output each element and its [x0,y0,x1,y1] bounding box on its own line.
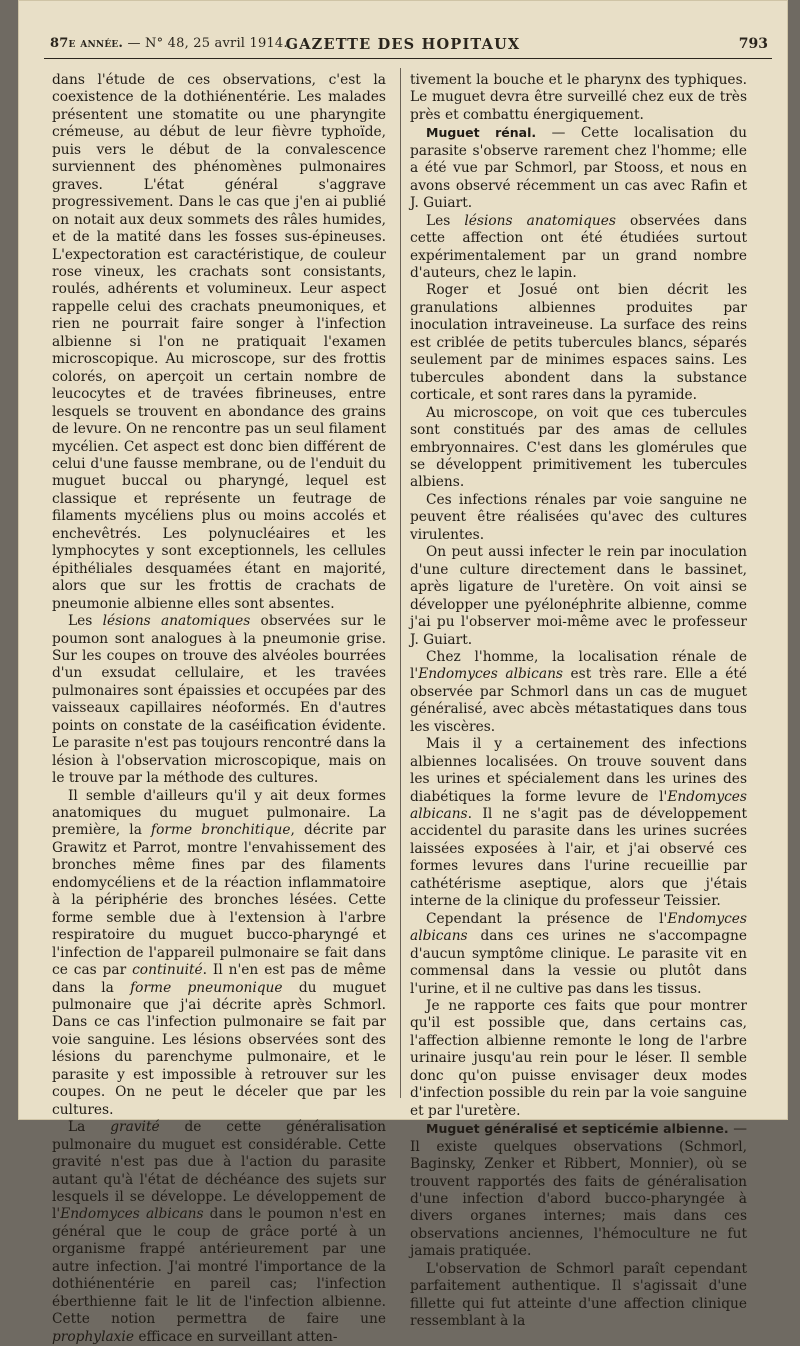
newspaper-page [18,0,788,1345]
issue-year: 87e année. [50,36,124,51]
paragraph: Je ne rapporte ces faits que pour montrer qu'il est possible que, dans certains cas, l'affection albienne remonte le long de l'arbre urinaire jusqu'au rein pour le léser. Il semble donc qu'on puisse envisager deux modes d'infection possible du rein par la voie sanguine et par l'uretère. [410,998,747,1119]
column-divider [400,68,401,1098]
paragraph: L'observation de Schmorl paraît cependant parfaitement authentique. Il s'agissait d'une fillette qui fut atteinte d'une affection clinique ressemblant à la [410,1260,747,1330]
section-heading: Muguet généralisé et septicémie albienne. [426,1121,729,1137]
paragraph: Chez l'homme, la localisation rénale de l'Endomyces albicans est très rare. Elle a été observée par Schmorl dans un cas de muguet généralisé, avec abcès métastatiques dans tous les viscères. [410,648,747,735]
paragraph: Au microscope, on voit que ces tubercules sont constitués par des amas de cellules embryonnaires. C'est dans les glomérules que se développent primitivement les tubercules albiens. [410,404,747,491]
paragraph: Cependant la présence de l'Endomyces albicans dans ces urines ne s'accompagne d'aucun symptôme clinique. Le parasite vit en commensal dans la vessie ou plutôt dans l'urine, et il ne cultive pas dans les tissus. [410,910,747,997]
paragraph: Ces infections rénales par voie sanguine ne peuvent être réalisées qu'avec des cultures virulentes. [410,491,747,543]
paragraph: Mais il y a certainement des infections albiennes localisées. On trouve souvent dans les urines et spécialement dans les urines des diabétiques la forme levure de l'Endomyces albicans. Il ne s'agit pas de développement accidentel du parasite dans les urines sucrées laissées exposées à l'air, et j'ai observé ces formes levures dans l'urine recueillie par cathétérisme aseptique, alors que j'étais interne de la clinique du professeur Teissier. [410,736,747,910]
paragraph: tivement la bouche et le pharynx des typhiques. Le muguet devra être surveillé chez eux de très près et combattu énergiquement. [410,72,747,123]
section-muguet-renal: Muguet rénal. — Cette localisation du parasite s'observe rarement chez l'homme; elle a été vue par Schmorl, par Stooss, et nous en avons observé récemment un cas avec Rafin et J. Guiart. [410,125,748,212]
paragraph: Roger et Josué ont bien décrit les granulations albiennes produites par inoculation intraveineuse. La surface des reins est criblée de petits tubercules blancs, séparés seulement par de minimes espaces sains. Les tubercules abondent dans la substance corticale, et sont rares dans la pyramide. [410,282,747,404]
section-muguet-generalise: Muguet généralisé et septicémie albienne. — Il existe quelques observations (Schmorl, Baginsky, Zenker et Ribbert, Monnier), où se trouvent rapportés des faits de généralisation d'une infection d'abord bucco-pharyngée à divers organes internes; mais dans ces observations anciennes, l'hémoculture ne fut jamais pratiquée. [410,1121,747,1260]
left-column [52,72,386,1346]
journal-title: GAZETTE DES HOPITAUX [285,36,521,53]
paragraph: Il semble d'ailleurs qu'il y ait deux formes anatomiques du muguet pulmonaire. La première, la forme bronchitique, décrite par Grawitz et Parrot, montre l'envahissement des bronches même fines par des filaments endomycéliens et de la réaction inflammatoire à la périphérie des bronches lésées. Cette forme semble due à l'extension à l'arbre respiratoire du muguet bucco-pharyngé et l'infection de l'appareil pulmonaire se fait dans ce cas par continuité. Il n'en est pas de même dans la forme pneumonique du muguet pulmonaire que j'ai décrite après Schmorl. Dans ce cas l'infection pulmonaire se fait par voie sanguine. Les lésions observées sont des lésions du parenchyme pulmonaire, et le parasite y est impossible à retrouver sur les coupes. On ne peut le déceler que par les cultures. [52,787,386,1118]
paragraph: Les lésions anatomiques observées dans cette affection ont été étudiées surtout expérimentalement par un grand nombre d'auteurs, chez le lapin. [410,212,747,281]
page-header [18,0,788,62]
section-heading: Muguet rénal. [426,125,537,141]
paragraph: Les lésions anatomiques observées sur le poumon sont analogues à la pneumonie grise. Sur les coupes on trouve des alvéoles bourrées d'un exsudat cellulaire, et les travées pulmonaires sont épaissies et occupées par des vaisseaux capillaires néoformés. En d'autres points on constate de la caséification évidente. Le parasite n'est pas toujours rencontré dans la lésion à l'observation microscopique, mais on le trouve par la méthode des cultures. [52,613,386,787]
paragraph: dans l'étude de ces observations, c'est la coexistence de la dothiénentérie. Les malades présentent une stomatite ou une pharyngite crémeuse, au début de leur fièvre typhoïde, puis vers le début de la convalescence surviennent des phénomènes pulmonaires graves. L'état général s'aggrave progressivement. Dans le cas que j'en ai publié on notait aux deux sommets des râles humides, et de la matité dans les fosses sus-épineuses. L'expectoration est caractéristique, de couleur rose vineux, les crachats sont consistants, roulés, adhérents et volumineux. Leur aspect rappelle celui des crachats pneumoniques, et rien ne pourrait faire songer à l'infection albienne si l'on ne pratiquait l'examen microscopique. Au microscope, sur des frottis colorés, on aperçoit un certain nombre de leucocytes et de travées fibrineuses, entre lesquels se trouvent en abondance des grains de levure. On ne rencontre pas un seul filament mycélien. Cet aspect est donc bien différent de celui d'une fausse membrane, ou de l'enduit du muguet buccal ou pharyngé, lequel est classique et représente un feutrage de filaments mycéliens plus ou moins accolés et enchevêtrés. Les polynucléaires et les lymphocytes y sont exceptionnels, les cellules épithéliales desquamées étant en majorité, alors que sur les frottis de crachats de pneumonie albienne elles sont absentes. [52,72,386,612]
paragraph: La gravité de cette généralisation pulmonaire du muguet est considérable. Cette gravité n'est pas due à l'action du parasite autant qu'à l'état de déchéance des sujets sur lesquels il se développe. Le développement de l'Endomyces albicans dans le poumon n'est en général que le coup de grâce porté à un organisme frappé antérieurement par une autre infection. J'ai montré l'importance de la dothiénentérie en pareil cas; l'infection éberthienne fait le lit de l'infection albienne. Cette notion permettra de faire une prophylaxie efficace en surveillant atten- [52,1119,386,1345]
right-column [410,72,747,1331]
page-number: 793 [738,36,768,52]
issue-number-date: — N° 48, 25 avril 1914. [127,36,288,51]
header-rule [44,58,772,59]
paragraph: On peut aussi infecter le rein par inoculation d'une culture directement dans le bassinet, après ligature de l'uretère. On voit ainsi se développer une pyélonéphrite albienne, comme j'ai pu l'observer moi-même avec le professeur J. Guiart. [410,544,747,648]
